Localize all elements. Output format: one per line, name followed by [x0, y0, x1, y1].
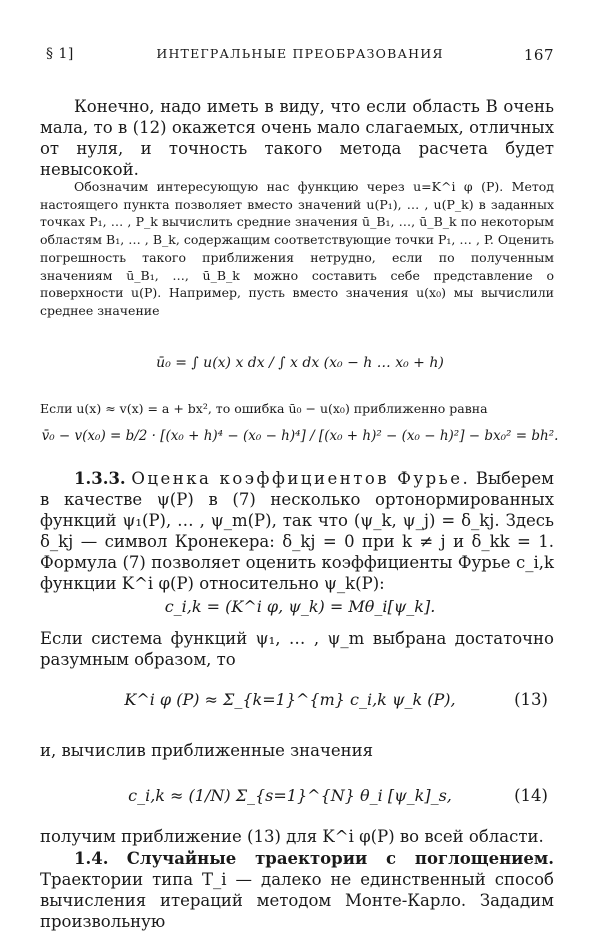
running-header	[46, 46, 554, 68]
running-title: ИНТЕГРАЛЬНЫЕ ПРЕОБРАЗОВАНИЯ	[156, 46, 444, 61]
heading-1-3-3: Оценка коэффициентов Фурье.	[131, 469, 471, 488]
paragraph-4-text: Выберем в качестве ψ(P) в (7) несколько ортонормированных функций ψ₁(P), … , ψ_m(P), так что (ψ_k, ψ_j) = δ_kj. Здесь δ_kj — символ Кронекера: δ_kj = 0 при k ≠ j и δ_kk = 1. Формула (7) позволяет оценить коэффициенты Фурье c_i,k функции K^i φ(P) относительно ψ_k(P):	[40, 469, 554, 593]
formula-14: c_i,k ≈ (1/N) Σ_{s=1}^{N} θ_i [ψ_k]_s,	[128, 786, 452, 805]
formula-mean-value: ū₀ = ∫ u(x) x dx / ∫ x dx (x₀ − h … x₀ + h)	[156, 355, 444, 371]
formula-error-estimate: v̄₀ − v(x₀) = b/2 · [(x₀ + h)⁴ − (x₀ − h)⁴] / [(x₀ + h)² − (x₀ − h)²] − bx₀² = bh².	[41, 428, 559, 444]
heading-1-4: Случайные траектории с поглощением.	[126, 849, 554, 868]
paragraph-6: и, вычислив приближенные значения	[40, 741, 374, 760]
heading-1-4-number: 1.4.	[74, 849, 109, 868]
formula-13: K^i φ (P) ≈ Σ_{k=1}^{m} c_i,k ψ_k (P),	[124, 690, 456, 709]
formula-fourier-coefficient: c_i,k = (K^i φ, ψ_k) = Mθ_i[ψ_k].	[164, 597, 436, 616]
equation-number-13: (13)	[514, 690, 548, 709]
paragraph-4	[40, 468, 554, 594]
section-marker: § 1]	[46, 46, 74, 62]
heading-1-3-3-number: 1.3.3.	[74, 469, 126, 488]
paragraph-8-text: Траектории типа T_i — далеко не единственный способ вычисления итераций методом Монте-Карло. Зададим произвольную	[40, 870, 554, 931]
paragraph-5: Если система функций ψ₁, … , ψ_m выбрана достаточно разумным образом, то	[40, 629, 554, 669]
paragraph-3: Если u(x) ≈ v(x) = a + bx², то ошибка ū₀ − u(x₀) приближенно равна	[40, 401, 488, 416]
equation-number-14: (14)	[514, 786, 548, 805]
paragraph-1: Конечно, надо иметь в виду, что если область B очень мала, то в (12) окажется очень мало слагаемых, отличных от нуля, и точность такого метода расчета будет невысокой.	[40, 97, 554, 179]
paragraph-2: Обозначим интересующую нас функцию через u=K^i φ (P). Метод настоящего пункта позволяет вместо значений u(P₁), … , u(P_k) в заданных точках P₁, … , P_k вычислить средние значения ū_B₁, …, ū_B_k по некоторым областям B₁, … , B_k, содержащим соответствующие точки P₁, … , P. Оценить погрешность такого приближения нетрудно, если по полученным значениям ū_B₁, …, ū_B_k можно составить себе представление о поверхности u(P). Например, пусть вместо значения u(x₀) мы вычислили среднее значение	[40, 179, 554, 318]
paragraph-8	[40, 848, 554, 932]
paragraph-7: получим приближение (13) для K^i φ(P) во всей области.	[40, 827, 544, 846]
page-number: 167	[523, 46, 554, 64]
